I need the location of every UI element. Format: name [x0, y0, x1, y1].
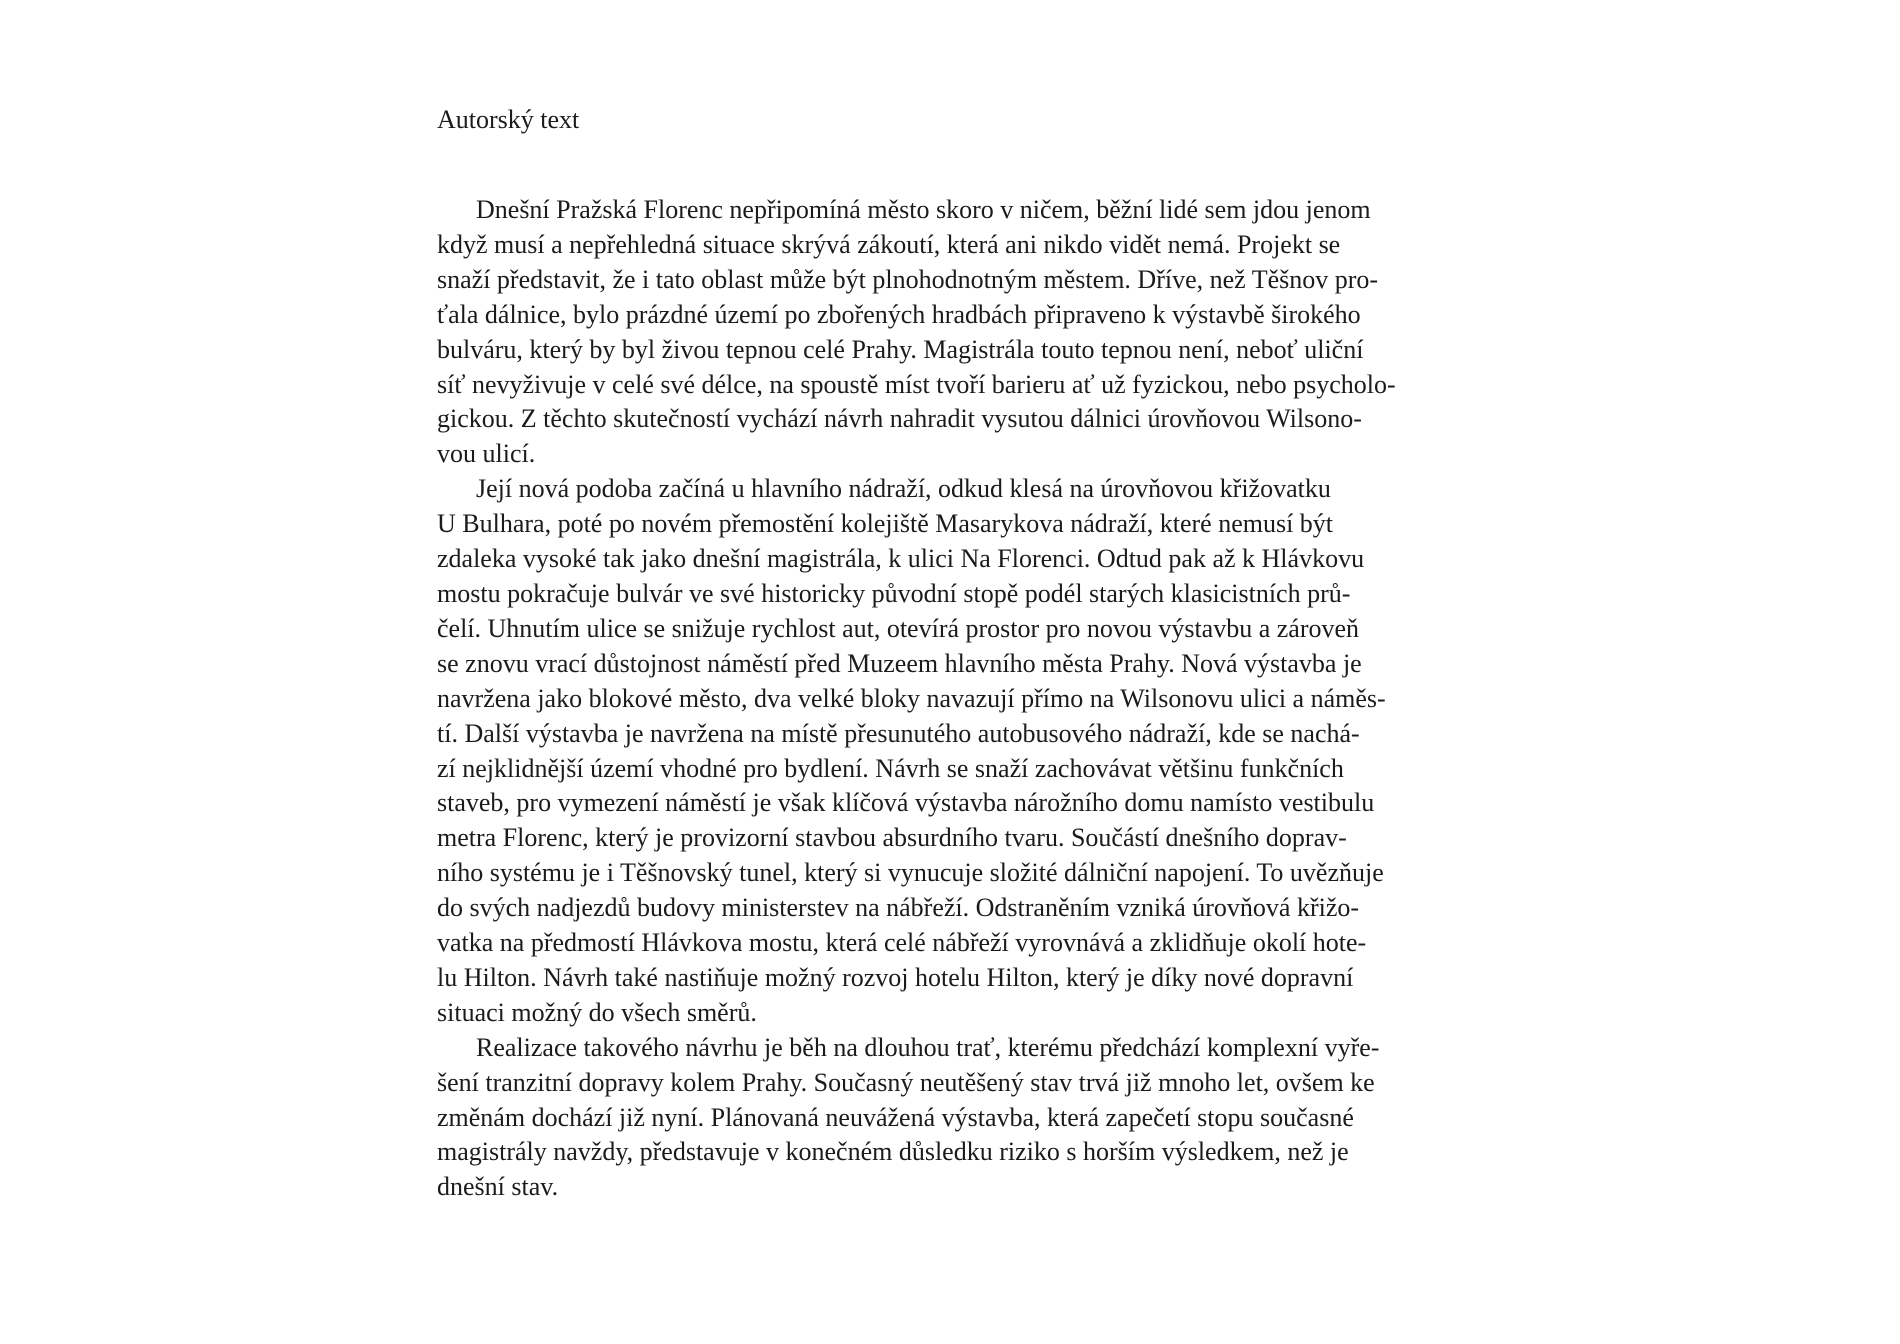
text-line: zí nejklidnější území vhodné pro bydlení. Návrh se snaží zachovávat většinu funkčních [437, 753, 1344, 783]
text-line: se znovu vrací důstojnost náměstí před Muzeem hlavního města Prahy. Nová výstavba je [437, 648, 1362, 678]
text-line: U Bulhara, poté po novém přemostění kolejiště Masarykova nádraží, které nemusí být [437, 509, 1334, 539]
text-line: mostu pokračuje bulvár ve své historicky původní stopě podél starých klasicistních prů- [437, 578, 1351, 608]
text-line: ního systému je i Těšnovský tunel, který si vynucuje složité dálniční napojení. To uvězňuje [437, 858, 1384, 888]
text-line: snaží představit, že i tato oblast může být plnohodnotným městem. Dříve, než Těšnov pro- [437, 264, 1379, 294]
text-line: zdaleka vysoké tak jako dnešní magistrála, k ulici Na Florenci. Odtud pak až k Hlávkovu [437, 544, 1365, 574]
text-line: magistrály navždy, představuje v konečném důsledku riziko s horším výsledkem, než je [437, 1137, 1349, 1167]
text-line: změnám dochází již nyní. Plánovaná neuvážená výstavba, která zapečetí stopu současné [437, 1102, 1354, 1132]
text-line: staveb, pro vymezení náměstí je však klíčová výstavba nárožního domu namísto vestibulu [437, 788, 1375, 818]
text-line: tí. Další výstavba je navržena na místě přesunutého autobusového nádraží, kde se nachá- [437, 718, 1360, 748]
text-line: dnešní stav. [437, 1172, 559, 1202]
text-line: do svých nadjezdů budovy ministerstev na nábřeží. Odstraněním vzniká úrovňová křižo- [437, 893, 1360, 923]
text-line: Její nová podoba začíná u hlavního nádraží, odkud klesá na úrovňovou křižovatku [476, 474, 1331, 504]
text-line: Realizace takového návrhu je běh na dlouhou trať, kterému předchází komplexní vyře- [476, 1032, 1380, 1062]
text-line: když musí a nepřehledná situace skrývá zákoutí, která ani nikdo vidět nemá. Projekt se [437, 229, 1341, 259]
text-line: vatka na předmostí Hlávkova mostu, která celé nábřeží vyrovnává a zklidňuje okolí hote- [437, 928, 1367, 958]
document-body [437, 193, 1477, 1205]
text-line: navržena jako blokové město, dva velké bloky navazují přímo na Wilsonovu ulici a náměs- [437, 683, 1386, 713]
text-line: ťala dálnice, bylo prázdné území po zbořených hradbách připraveno k výstavbě širokého [437, 299, 1361, 329]
text-line: gickou. Z těchto skutečností vychází návrh nahradit vysutou dálnici úrovňovou Wilsono- [437, 404, 1362, 434]
text-line: lu Hilton. Návrh také nastiňuje možný rozvoj hotelu Hilton, který je díky nové dopravní [437, 962, 1354, 992]
text-line: vou ulicí. [437, 439, 536, 469]
text-line: Dnešní Pražská Florenc nepřipomíná město skoro v ničem, běžní lidé sem jdou jenom [476, 195, 1371, 224]
text-line: metra Florenc, který je provizorní stavbou absurdního tvaru. Součástí dnešního doprav- [437, 823, 1347, 853]
text-line: šení tranzitní dopravy kolem Prahy. Současný neutěšený stav trvá již mnoho let, ovšem ke [437, 1067, 1375, 1097]
text-line: situaci možný do všech směrů. [437, 997, 757, 1027]
text-line: čelí. Uhnutím ulice se snižuje rychlost aut, otevírá prostor pro novou výstavbu a zároveň [437, 613, 1360, 643]
text-line: síť nevyživuje v celé své délce, na spoustě míst tvoří barieru ať už fyzickou, nebo psycholo- [437, 369, 1396, 399]
text-line: bulváru, který by byl živou tepnou celé Prahy. Magistrála touto tepnou není, neboť uliční [437, 334, 1364, 364]
document-heading: Autorský text [437, 105, 580, 134]
